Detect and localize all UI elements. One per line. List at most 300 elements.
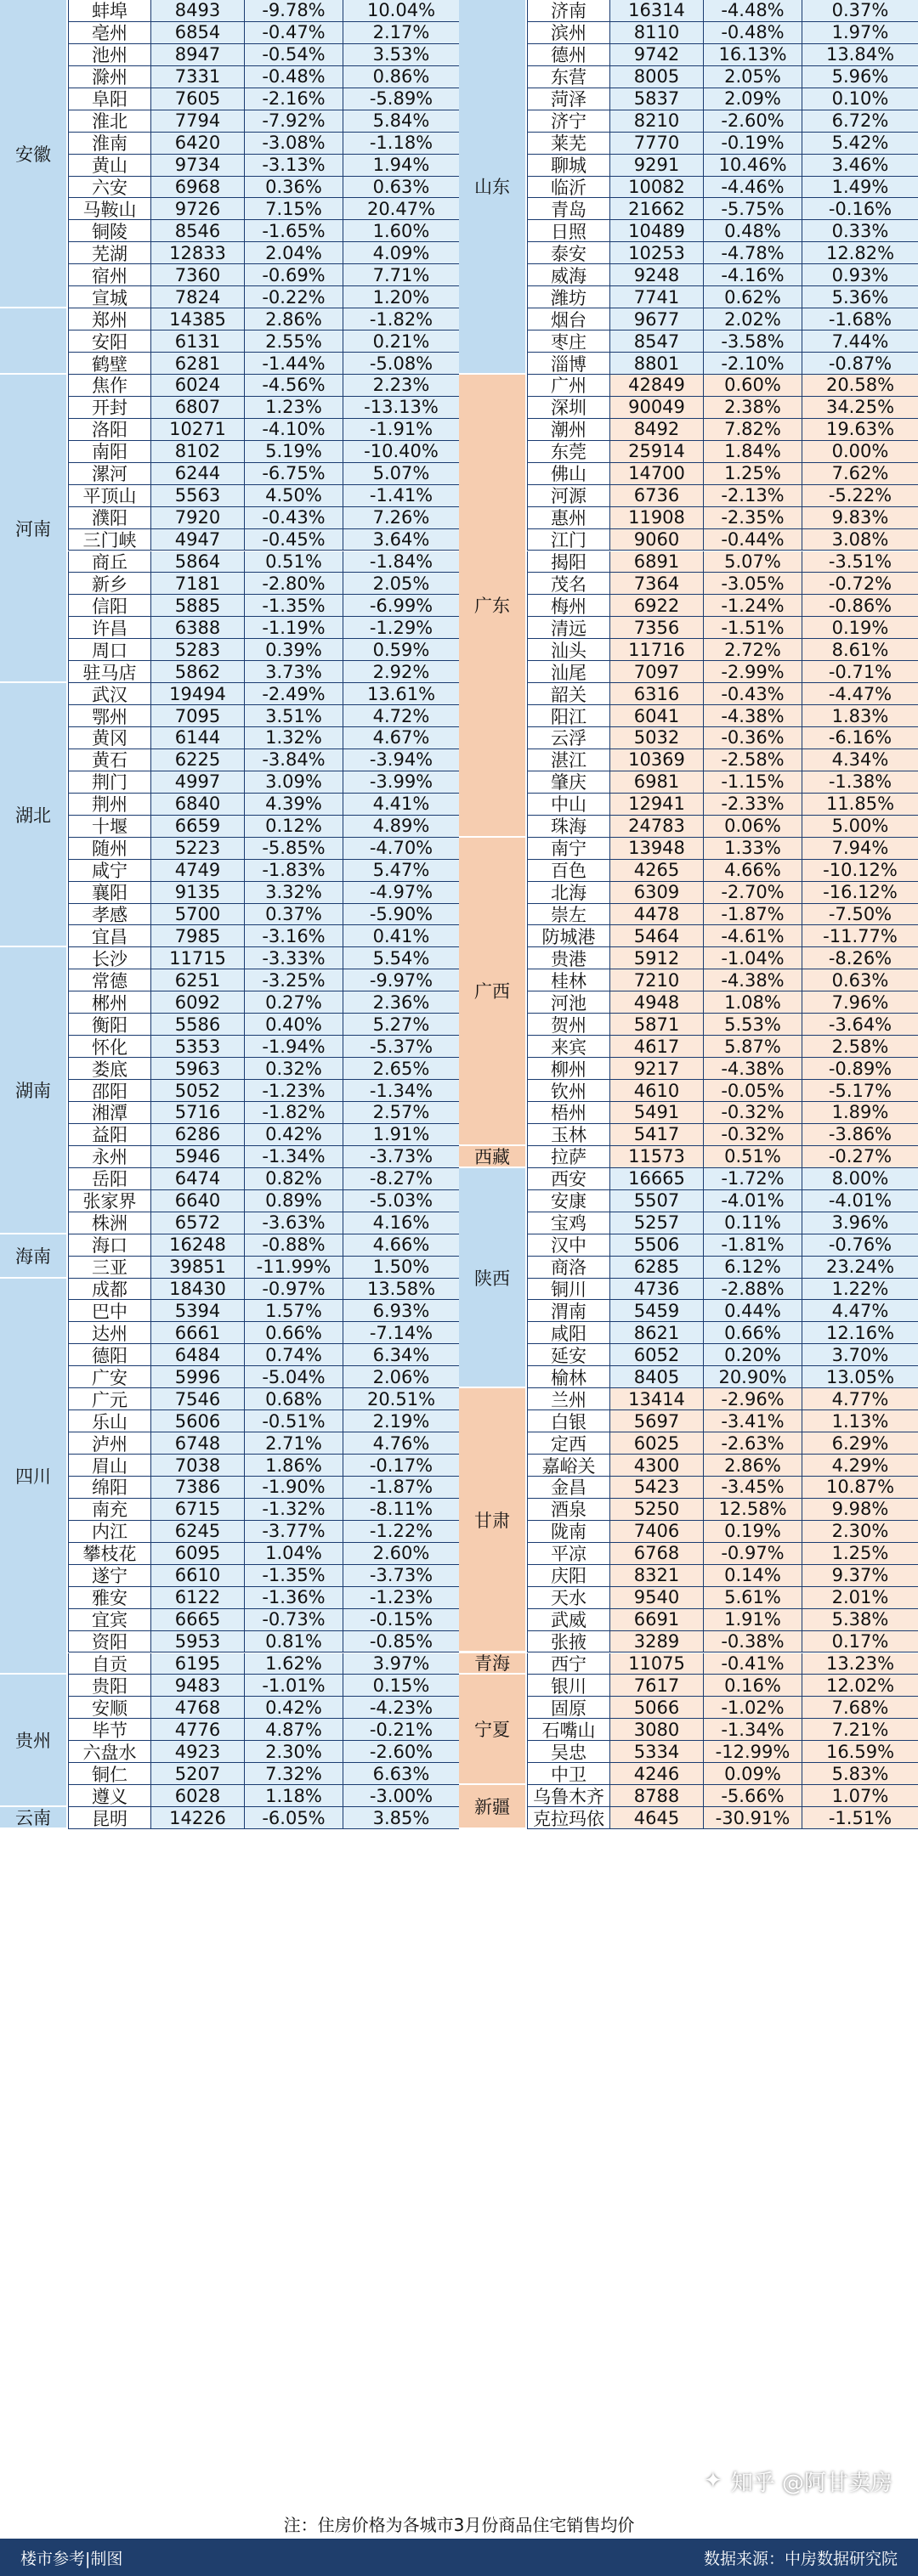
yoy-change-cell: -8.26% xyxy=(802,947,918,969)
table-row xyxy=(527,1432,918,1455)
mom-change-cell: -2.13% xyxy=(704,485,802,506)
city-cell: 遵义 xyxy=(68,1785,151,1806)
table-row xyxy=(68,330,459,353)
yoy-change-cell: 6.29% xyxy=(802,1432,918,1454)
table-row xyxy=(527,1763,918,1785)
table-row xyxy=(527,1609,918,1631)
mom-change-cell: 1.62% xyxy=(245,1653,343,1675)
price-cell: 5871 xyxy=(610,1014,704,1035)
price-cell: 6981 xyxy=(610,771,704,793)
table-row xyxy=(68,1366,459,1388)
yoy-change-cell: -3.64% xyxy=(802,1014,918,1035)
footnote: 注：住房价格为各城市3月份商品住宅销售均价 xyxy=(0,2508,918,2539)
mom-change-cell: 0.82% xyxy=(245,1168,343,1189)
price-cell: 6244 xyxy=(151,463,245,484)
price-cell: 8788 xyxy=(610,1785,704,1806)
mom-change-cell: 0.66% xyxy=(245,1322,343,1343)
mom-change-cell: -1.35% xyxy=(245,1565,343,1586)
yoy-change-cell: 5.38% xyxy=(802,1609,918,1630)
table-row xyxy=(68,44,459,66)
price-cell: 7617 xyxy=(610,1675,704,1696)
city-cell: 玉林 xyxy=(527,1124,610,1145)
table-row xyxy=(68,639,459,661)
city-cell: 清远 xyxy=(527,617,610,638)
city-cell: 武汉 xyxy=(68,683,151,704)
table-row xyxy=(527,133,918,155)
mom-change-cell: -1.15% xyxy=(704,771,802,793)
yoy-change-cell: -0.76% xyxy=(802,1234,918,1256)
mom-change-cell: -3.08% xyxy=(245,133,343,154)
mom-change-cell: 2.09% xyxy=(704,88,802,110)
price-cell: 5606 xyxy=(151,1410,245,1432)
price-cell: 7770 xyxy=(610,133,704,154)
price-cell: 4749 xyxy=(151,860,245,881)
city-cell: 荆门 xyxy=(68,771,151,793)
city-cell: 海口 xyxy=(68,1234,151,1256)
price-cell: 4923 xyxy=(151,1741,245,1762)
city-cell: 崇左 xyxy=(527,904,610,925)
mom-change-cell: -2.35% xyxy=(704,507,802,528)
table-row xyxy=(527,1058,918,1080)
table-row xyxy=(527,573,918,595)
price-cell: 5506 xyxy=(610,1234,704,1256)
price-cell: 8405 xyxy=(610,1366,704,1387)
yoy-change-cell: 4.77% xyxy=(802,1388,918,1409)
city-cell: 昆明 xyxy=(68,1807,151,1828)
table-row xyxy=(68,485,459,507)
yoy-change-cell: 7.62% xyxy=(802,463,918,484)
table-row xyxy=(527,1102,918,1124)
city-cell: 洛阳 xyxy=(68,419,151,440)
table-row xyxy=(68,925,459,947)
city-cell: 铜陵 xyxy=(68,220,151,241)
price-cell: 6610 xyxy=(151,1565,245,1586)
yoy-change-cell: -3.00% xyxy=(343,1785,459,1806)
city-cell: 渭南 xyxy=(527,1300,610,1321)
price-cell: 9291 xyxy=(610,155,704,176)
yoy-change-cell: -3.99% xyxy=(343,771,459,793)
city-cell: 马鞍山 xyxy=(68,198,151,219)
price-cell: 4617 xyxy=(610,1036,704,1057)
province-label xyxy=(0,308,68,375)
table-row xyxy=(527,617,918,639)
table-row xyxy=(68,1587,459,1609)
yoy-change-cell: -1.22% xyxy=(343,1521,459,1542)
mom-change-cell: -0.32% xyxy=(704,1124,802,1145)
province-label: 青海 xyxy=(459,1653,527,1675)
price-cell: 16665 xyxy=(610,1168,704,1189)
city-cell: 岳阳 xyxy=(68,1168,151,1189)
city-cell: 芜湖 xyxy=(68,242,151,263)
yoy-change-cell: 10.87% xyxy=(802,1477,918,1498)
table-row xyxy=(527,1388,918,1410)
yoy-change-cell: 0.63% xyxy=(343,177,459,198)
table-row xyxy=(527,882,918,904)
price-cell: 14385 xyxy=(151,308,245,330)
yoy-change-cell: 4.89% xyxy=(343,816,459,837)
yoy-change-cell: 2.30% xyxy=(802,1521,918,1542)
mom-change-cell: 6.12% xyxy=(704,1257,802,1278)
province-label: 云南 xyxy=(0,1807,68,1829)
mom-change-cell: -1.87% xyxy=(704,904,802,925)
yoy-change-cell: 2.19% xyxy=(343,1410,459,1432)
yoy-change-cell: -5.17% xyxy=(802,1080,918,1101)
yoy-change-cell: -1.68% xyxy=(802,308,918,330)
city-cell: 安阳 xyxy=(68,330,151,352)
city-cell: 焦作 xyxy=(68,375,151,396)
city-cell: 常德 xyxy=(68,969,151,991)
yoy-change-cell: 11.85% xyxy=(802,794,918,815)
price-cell: 3080 xyxy=(610,1719,704,1740)
mom-change-cell: -3.13% xyxy=(245,155,343,176)
yoy-change-cell: 4.76% xyxy=(343,1432,459,1454)
table-row xyxy=(527,1455,918,1477)
city-cell: 克拉玛依 xyxy=(527,1807,610,1828)
table-row xyxy=(68,1168,459,1190)
price-cell: 42849 xyxy=(610,375,704,396)
price-cell: 9734 xyxy=(151,155,245,176)
city-cell: 毕节 xyxy=(68,1719,151,1740)
yoy-change-cell: 7.44% xyxy=(802,330,918,352)
table-row xyxy=(527,1807,918,1829)
mom-change-cell: -7.92% xyxy=(245,110,343,132)
city-cell: 白银 xyxy=(527,1410,610,1432)
city-cell: 防城港 xyxy=(527,925,610,946)
mom-change-cell: -1.19% xyxy=(245,617,343,638)
city-cell: 石嘴山 xyxy=(527,1719,610,1740)
mom-change-cell: 2.55% xyxy=(245,330,343,352)
yoy-change-cell: 2.05% xyxy=(343,573,459,594)
mom-change-cell: -4.38% xyxy=(704,1058,802,1079)
table-row xyxy=(68,1058,459,1080)
yoy-change-cell: 13.23% xyxy=(802,1653,918,1675)
yoy-change-cell: -6.16% xyxy=(802,727,918,749)
yoy-change-cell: -4.01% xyxy=(802,1190,918,1212)
province-label: 宁夏 xyxy=(459,1675,527,1785)
table-row xyxy=(68,1455,459,1477)
yoy-change-cell: 0.19% xyxy=(802,617,918,638)
mom-change-cell: 2.86% xyxy=(245,308,343,330)
price-cell: 6572 xyxy=(151,1212,245,1234)
mom-change-cell: -4.10% xyxy=(245,419,343,440)
price-cell: 4768 xyxy=(151,1697,245,1718)
mom-change-cell: 0.06% xyxy=(704,816,802,837)
mom-change-cell: 3.51% xyxy=(245,705,343,726)
price-cell: 8210 xyxy=(610,110,704,132)
province-label: 河南 xyxy=(0,375,68,683)
price-cell: 5334 xyxy=(610,1741,704,1762)
city-cell: 庆阳 xyxy=(527,1565,610,1586)
table-row xyxy=(527,1014,918,1036)
city-cell: 南阳 xyxy=(68,441,151,462)
price-cell: 6474 xyxy=(151,1168,245,1189)
city-cell: 茂名 xyxy=(527,573,610,594)
yoy-change-cell: 0.33% xyxy=(802,220,918,241)
yoy-change-cell: -8.27% xyxy=(343,1168,459,1189)
mom-change-cell: -0.97% xyxy=(704,1543,802,1564)
table-row xyxy=(527,1344,918,1366)
table-row xyxy=(527,1410,918,1432)
price-cell: 8110 xyxy=(610,22,704,43)
city-cell: 桂林 xyxy=(527,969,610,991)
city-cell: 资阳 xyxy=(68,1631,151,1652)
price-cell: 5423 xyxy=(610,1477,704,1498)
mom-change-cell: -0.69% xyxy=(245,264,343,285)
price-cell: 6041 xyxy=(610,705,704,726)
city-cell: 泰安 xyxy=(527,242,610,263)
yoy-change-cell: 6.93% xyxy=(343,1300,459,1321)
price-cell: 6659 xyxy=(151,816,245,837)
price-cell: 5700 xyxy=(151,904,245,925)
yoy-change-cell: -3.73% xyxy=(343,1146,459,1167)
table-row xyxy=(527,816,918,838)
city-cell: 平凉 xyxy=(527,1543,610,1564)
table-row xyxy=(68,1300,459,1322)
price-cell: 6052 xyxy=(610,1344,704,1365)
city-cell: 亳州 xyxy=(68,22,151,43)
table-row xyxy=(68,1212,459,1234)
mom-change-cell: 0.39% xyxy=(245,639,343,660)
city-cell: 钦州 xyxy=(527,1080,610,1101)
table-row xyxy=(68,220,459,242)
yoy-change-cell: 12.02% xyxy=(802,1675,918,1696)
price-cell: 5837 xyxy=(610,88,704,110)
yoy-change-cell: 5.83% xyxy=(802,1763,918,1784)
yoy-change-cell: 1.49% xyxy=(802,177,918,198)
city-cell: 日照 xyxy=(527,220,610,241)
mom-change-cell: 7.32% xyxy=(245,1763,343,1784)
city-cell: 天水 xyxy=(527,1587,610,1608)
table-row xyxy=(68,816,459,838)
price-cell: 11715 xyxy=(151,947,245,969)
table-row xyxy=(527,727,918,749)
city-cell: 柳州 xyxy=(527,1058,610,1079)
table-row xyxy=(68,727,459,749)
city-cell: 梧州 xyxy=(527,1102,610,1123)
table-row xyxy=(527,264,918,286)
table-row xyxy=(527,44,918,66)
table-row xyxy=(527,838,918,860)
price-cell: 7546 xyxy=(151,1388,245,1409)
yoy-change-cell: -1.51% xyxy=(802,1807,918,1828)
mom-change-cell: 2.38% xyxy=(704,397,802,418)
price-cell: 8492 xyxy=(610,419,704,440)
footer-source: 数据来源：中房数据研究院 xyxy=(703,2549,898,2568)
yoy-change-cell: -4.23% xyxy=(343,1697,459,1718)
table-row xyxy=(68,1477,459,1499)
yoy-change-cell: 2.01% xyxy=(802,1587,918,1608)
left-table xyxy=(0,0,459,2508)
mom-change-cell: -2.33% xyxy=(704,794,802,815)
table-row xyxy=(527,177,918,199)
mom-change-cell: -3.45% xyxy=(704,1477,802,1498)
yoy-change-cell: 1.22% xyxy=(802,1279,918,1300)
city-cell: 三亚 xyxy=(68,1257,151,1278)
price-cell: 10082 xyxy=(610,177,704,198)
city-cell: 定西 xyxy=(527,1432,610,1454)
table-row xyxy=(68,904,459,926)
yoy-change-cell: 0.17% xyxy=(802,1631,918,1652)
table-row xyxy=(68,1543,459,1565)
table-row xyxy=(527,1279,918,1301)
price-cell: 8493 xyxy=(151,0,245,21)
mom-change-cell: -2.49% xyxy=(245,683,343,704)
yoy-change-cell: 5.54% xyxy=(343,947,459,969)
price-cell: 7364 xyxy=(610,573,704,594)
mom-change-cell: -1.83% xyxy=(245,860,343,881)
table-row xyxy=(527,1631,918,1653)
city-cell: 拉萨 xyxy=(527,1146,610,1167)
yoy-change-cell: 9.98% xyxy=(802,1499,918,1520)
mom-change-cell: 0.44% xyxy=(704,1300,802,1321)
table-row xyxy=(68,1410,459,1432)
yoy-change-cell: -0.89% xyxy=(802,1058,918,1079)
mom-change-cell: -1.02% xyxy=(704,1697,802,1718)
yoy-change-cell: 4.67% xyxy=(343,727,459,749)
zhihu-logo-icon: ✦ xyxy=(703,2468,722,2494)
city-cell: 吴忠 xyxy=(527,1741,610,1762)
yoy-change-cell: 19.63% xyxy=(802,419,918,440)
mom-change-cell: 12.58% xyxy=(704,1499,802,1520)
city-cell: 惠州 xyxy=(527,507,610,528)
mom-change-cell: -1.90% xyxy=(245,1477,343,1498)
mom-change-cell: -0.41% xyxy=(704,1653,802,1675)
city-cell: 蚌埠 xyxy=(68,0,151,21)
yoy-change-cell: 12.16% xyxy=(802,1322,918,1343)
yoy-change-cell: -0.86% xyxy=(802,595,918,616)
price-cell: 13414 xyxy=(610,1388,704,1409)
city-cell: 达州 xyxy=(68,1322,151,1343)
city-cell: 巴中 xyxy=(68,1300,151,1321)
yoy-change-cell: -6.99% xyxy=(343,595,459,616)
table-row xyxy=(68,1279,459,1301)
city-cell: 西安 xyxy=(527,1168,610,1189)
yoy-change-cell: -0.27% xyxy=(802,1146,918,1167)
table-row xyxy=(527,595,918,617)
table-row xyxy=(68,838,459,860)
yoy-change-cell: 3.46% xyxy=(802,155,918,176)
table-row xyxy=(68,1432,459,1455)
yoy-change-cell: -10.40% xyxy=(343,441,459,462)
city-cell: 乐山 xyxy=(68,1410,151,1432)
price-cell: 7095 xyxy=(151,705,245,726)
price-cell: 5257 xyxy=(610,1212,704,1234)
mom-change-cell: 2.72% xyxy=(704,639,802,660)
yoy-change-cell: 5.47% xyxy=(343,860,459,881)
city-cell: 张家界 xyxy=(68,1190,151,1212)
price-cell: 7406 xyxy=(610,1521,704,1542)
price-cell: 5032 xyxy=(610,727,704,749)
mom-change-cell: -0.43% xyxy=(704,683,802,704)
city-cell: 攀枝花 xyxy=(68,1543,151,1564)
yoy-change-cell: 5.00% xyxy=(802,816,918,837)
city-cell: 开封 xyxy=(68,397,151,418)
yoy-change-cell: 2.65% xyxy=(343,1058,459,1079)
yoy-change-cell: -3.73% xyxy=(343,1565,459,1586)
table-row xyxy=(527,198,918,220)
price-cell: 8547 xyxy=(610,330,704,352)
yoy-change-cell: 12.82% xyxy=(802,242,918,263)
city-cell: 襄阳 xyxy=(68,882,151,903)
yoy-change-cell: -4.47% xyxy=(802,683,918,704)
city-cell: 长沙 xyxy=(68,947,151,969)
price-cell: 5953 xyxy=(151,1631,245,1652)
city-cell: 许昌 xyxy=(68,617,151,638)
yoy-change-cell: 1.13% xyxy=(802,1410,918,1432)
city-cell: 湘潭 xyxy=(68,1102,151,1123)
yoy-change-cell: -0.17% xyxy=(343,1455,459,1476)
table-row xyxy=(68,66,459,88)
table-row xyxy=(527,860,918,882)
mom-change-cell: 1.04% xyxy=(245,1543,343,1564)
city-cell: 郑州 xyxy=(68,308,151,330)
price-cell: 5862 xyxy=(151,661,245,682)
city-cell: 揭阳 xyxy=(527,551,610,573)
price-cell: 19494 xyxy=(151,683,245,704)
yoy-change-cell: 4.47% xyxy=(802,1300,918,1321)
price-cell: 4645 xyxy=(610,1807,704,1828)
yoy-change-cell: 13.84% xyxy=(802,44,918,65)
table-row xyxy=(527,1322,918,1344)
mom-change-cell: -1.81% xyxy=(704,1234,802,1256)
mom-change-cell: 0.16% xyxy=(704,1675,802,1696)
mom-change-cell: -1.36% xyxy=(245,1587,343,1608)
yoy-change-cell: 5.36% xyxy=(802,286,918,308)
mom-change-cell: -2.96% xyxy=(704,1388,802,1409)
mom-change-cell: -0.51% xyxy=(245,1410,343,1432)
price-cell: 5912 xyxy=(610,947,704,969)
city-cell: 邵阳 xyxy=(68,1080,151,1101)
price-cell: 11573 xyxy=(610,1146,704,1167)
table-row xyxy=(68,1675,459,1697)
price-cell: 10489 xyxy=(610,220,704,241)
price-cell: 10253 xyxy=(610,242,704,263)
yoy-change-cell: 5.27% xyxy=(343,1014,459,1035)
city-cell: 嘉峪关 xyxy=(527,1455,610,1476)
city-cell: 梅州 xyxy=(527,595,610,616)
city-cell: 孝感 xyxy=(68,904,151,925)
yoy-change-cell: 0.10% xyxy=(802,88,918,110)
yoy-change-cell: 9.83% xyxy=(802,507,918,528)
yoy-change-cell: -7.50% xyxy=(802,904,918,925)
city-cell: 滨州 xyxy=(527,22,610,43)
table-row xyxy=(68,617,459,639)
city-cell: 济宁 xyxy=(527,110,610,132)
city-cell: 榆林 xyxy=(527,1366,610,1387)
city-cell: 永州 xyxy=(68,1146,151,1167)
mom-change-cell: -3.63% xyxy=(245,1212,343,1234)
city-cell: 咸阳 xyxy=(527,1322,610,1343)
mom-change-cell: -4.38% xyxy=(704,969,802,991)
price-cell: 5417 xyxy=(610,1124,704,1145)
table-row xyxy=(68,1609,459,1631)
mom-change-cell: -30.91% xyxy=(704,1807,802,1828)
city-cell: 信阳 xyxy=(68,595,151,616)
mom-change-cell: 1.23% xyxy=(245,397,343,418)
price-cell: 12833 xyxy=(151,242,245,263)
price-cell: 9248 xyxy=(610,264,704,285)
watermark-text: 知乎 @阿甘卖房 xyxy=(730,2470,892,2496)
price-cell: 6736 xyxy=(610,485,704,506)
mom-change-cell: -2.60% xyxy=(704,110,802,132)
price-cell: 7794 xyxy=(151,110,245,132)
mom-change-cell: 5.87% xyxy=(704,1036,802,1057)
yoy-change-cell: 1.25% xyxy=(802,1543,918,1564)
city-cell: 金昌 xyxy=(527,1477,610,1498)
table-row xyxy=(68,551,459,573)
mom-change-cell: -0.32% xyxy=(704,1102,802,1123)
yoy-change-cell: 4.09% xyxy=(343,242,459,263)
